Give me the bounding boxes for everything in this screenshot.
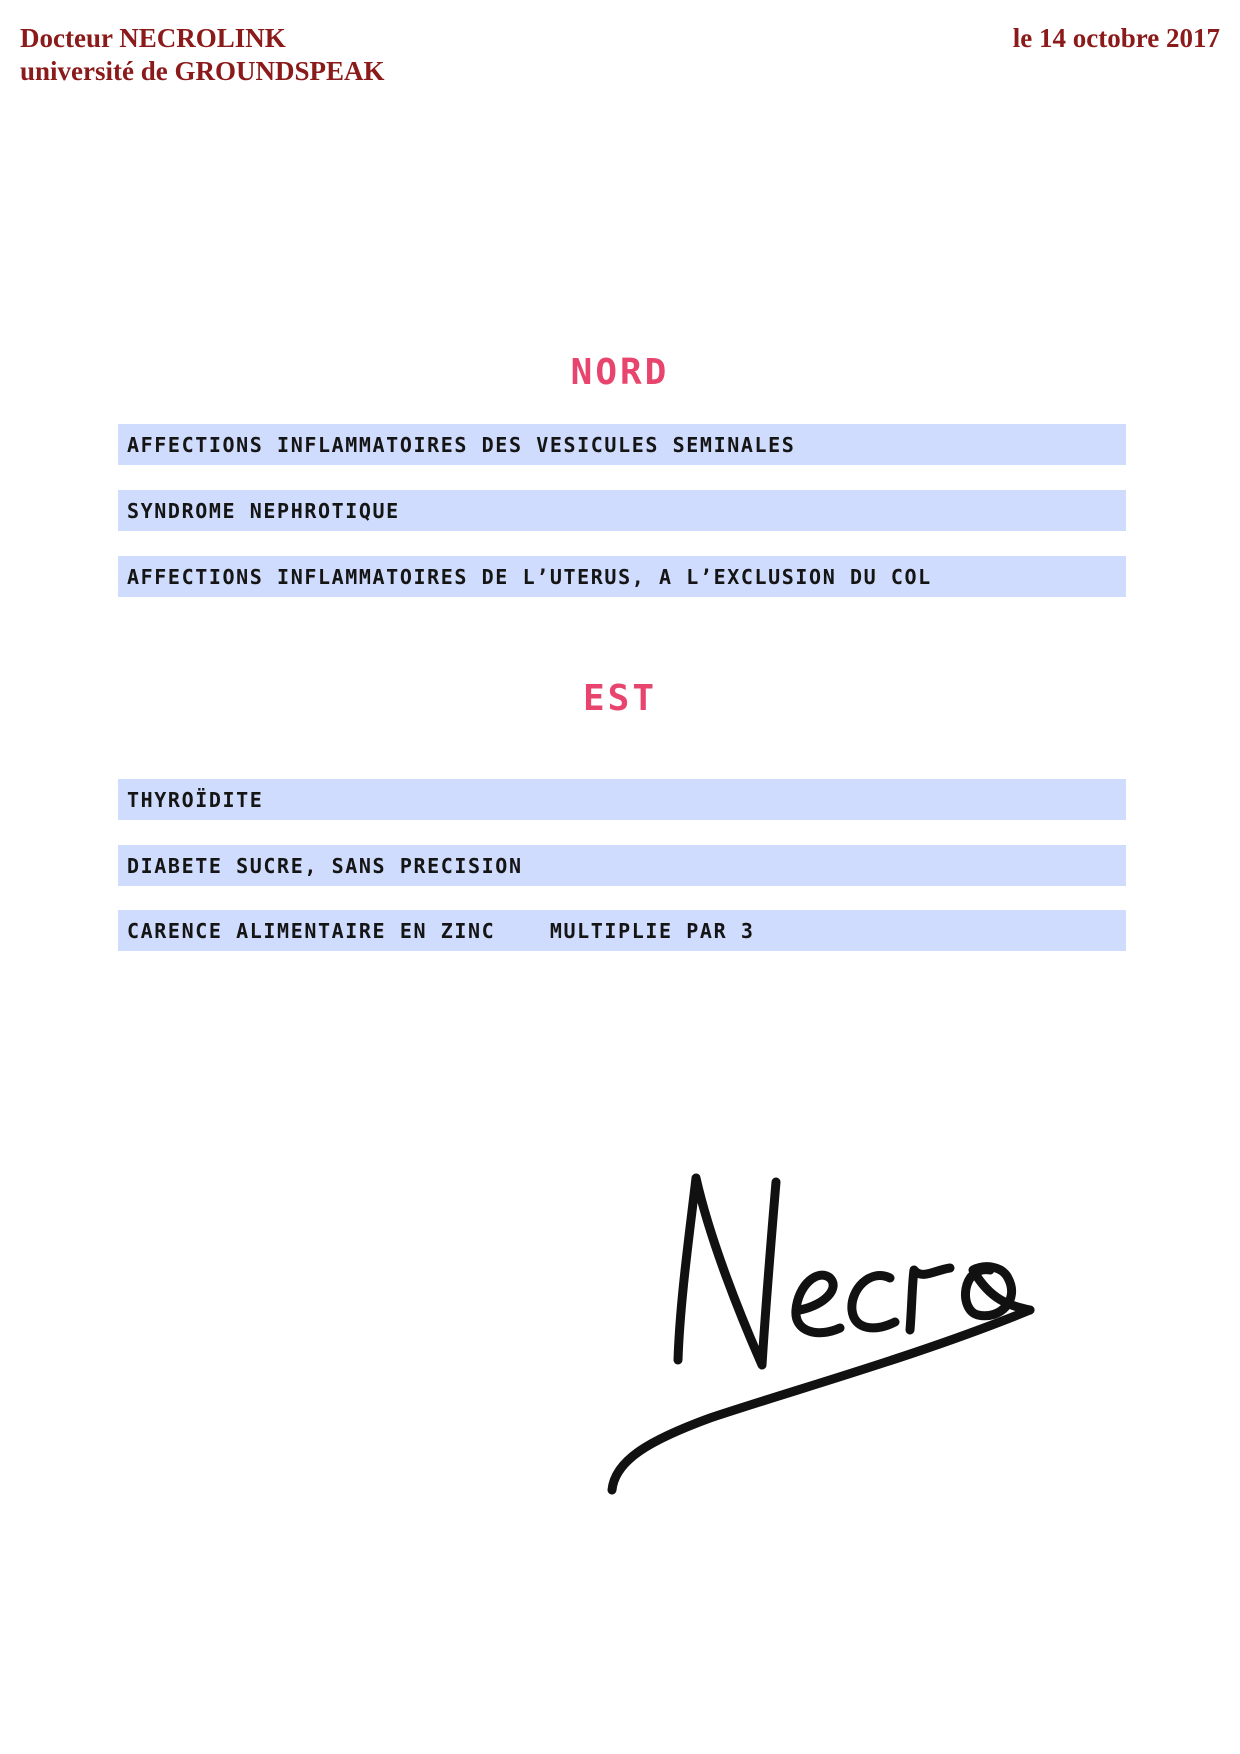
list-item [118,845,1126,886]
list-item [118,910,1126,951]
list-item [118,779,1126,820]
document-date: le 14 octobre 2017 [1012,23,1220,53]
signature-letter-n [678,1178,776,1365]
list-item [118,490,1126,531]
section-title-est: EST [582,678,658,719]
signature-letter-c [852,1276,895,1328]
doctor-name: Docteur NECROLINK [20,23,286,53]
doctor-header [20,22,385,88]
list-item-label: SYNDROME NEPHROTIQUE [127,498,400,523]
list-item-label: CARENCE ALIMENTAIRE EN ZINC MULTIPLIE PAR 3 [127,918,755,943]
signature-letter-o [966,1267,1031,1316]
list-item-label: DIABETE SUCRE, SANS PRECISION [127,853,523,878]
list-item [118,556,1126,597]
signature-letter-e [796,1275,840,1333]
handwritten-signature [590,1160,1070,1520]
list-item-label: THYROÏDITE [127,787,264,812]
section-title-nord: NORD [570,352,670,393]
signature-letter-r [910,1268,950,1330]
list-item [118,424,1126,465]
list-item-label: AFFECTIONS INFLAMMATOIRES DES VESICULES SEMINALES [127,432,796,457]
university-name: université de GROUNDSPEAK [20,56,385,86]
list-item-label: AFFECTIONS INFLAMMATOIRES DE L’UTERUS, A L’EXCLUSION DU COL [127,564,932,589]
